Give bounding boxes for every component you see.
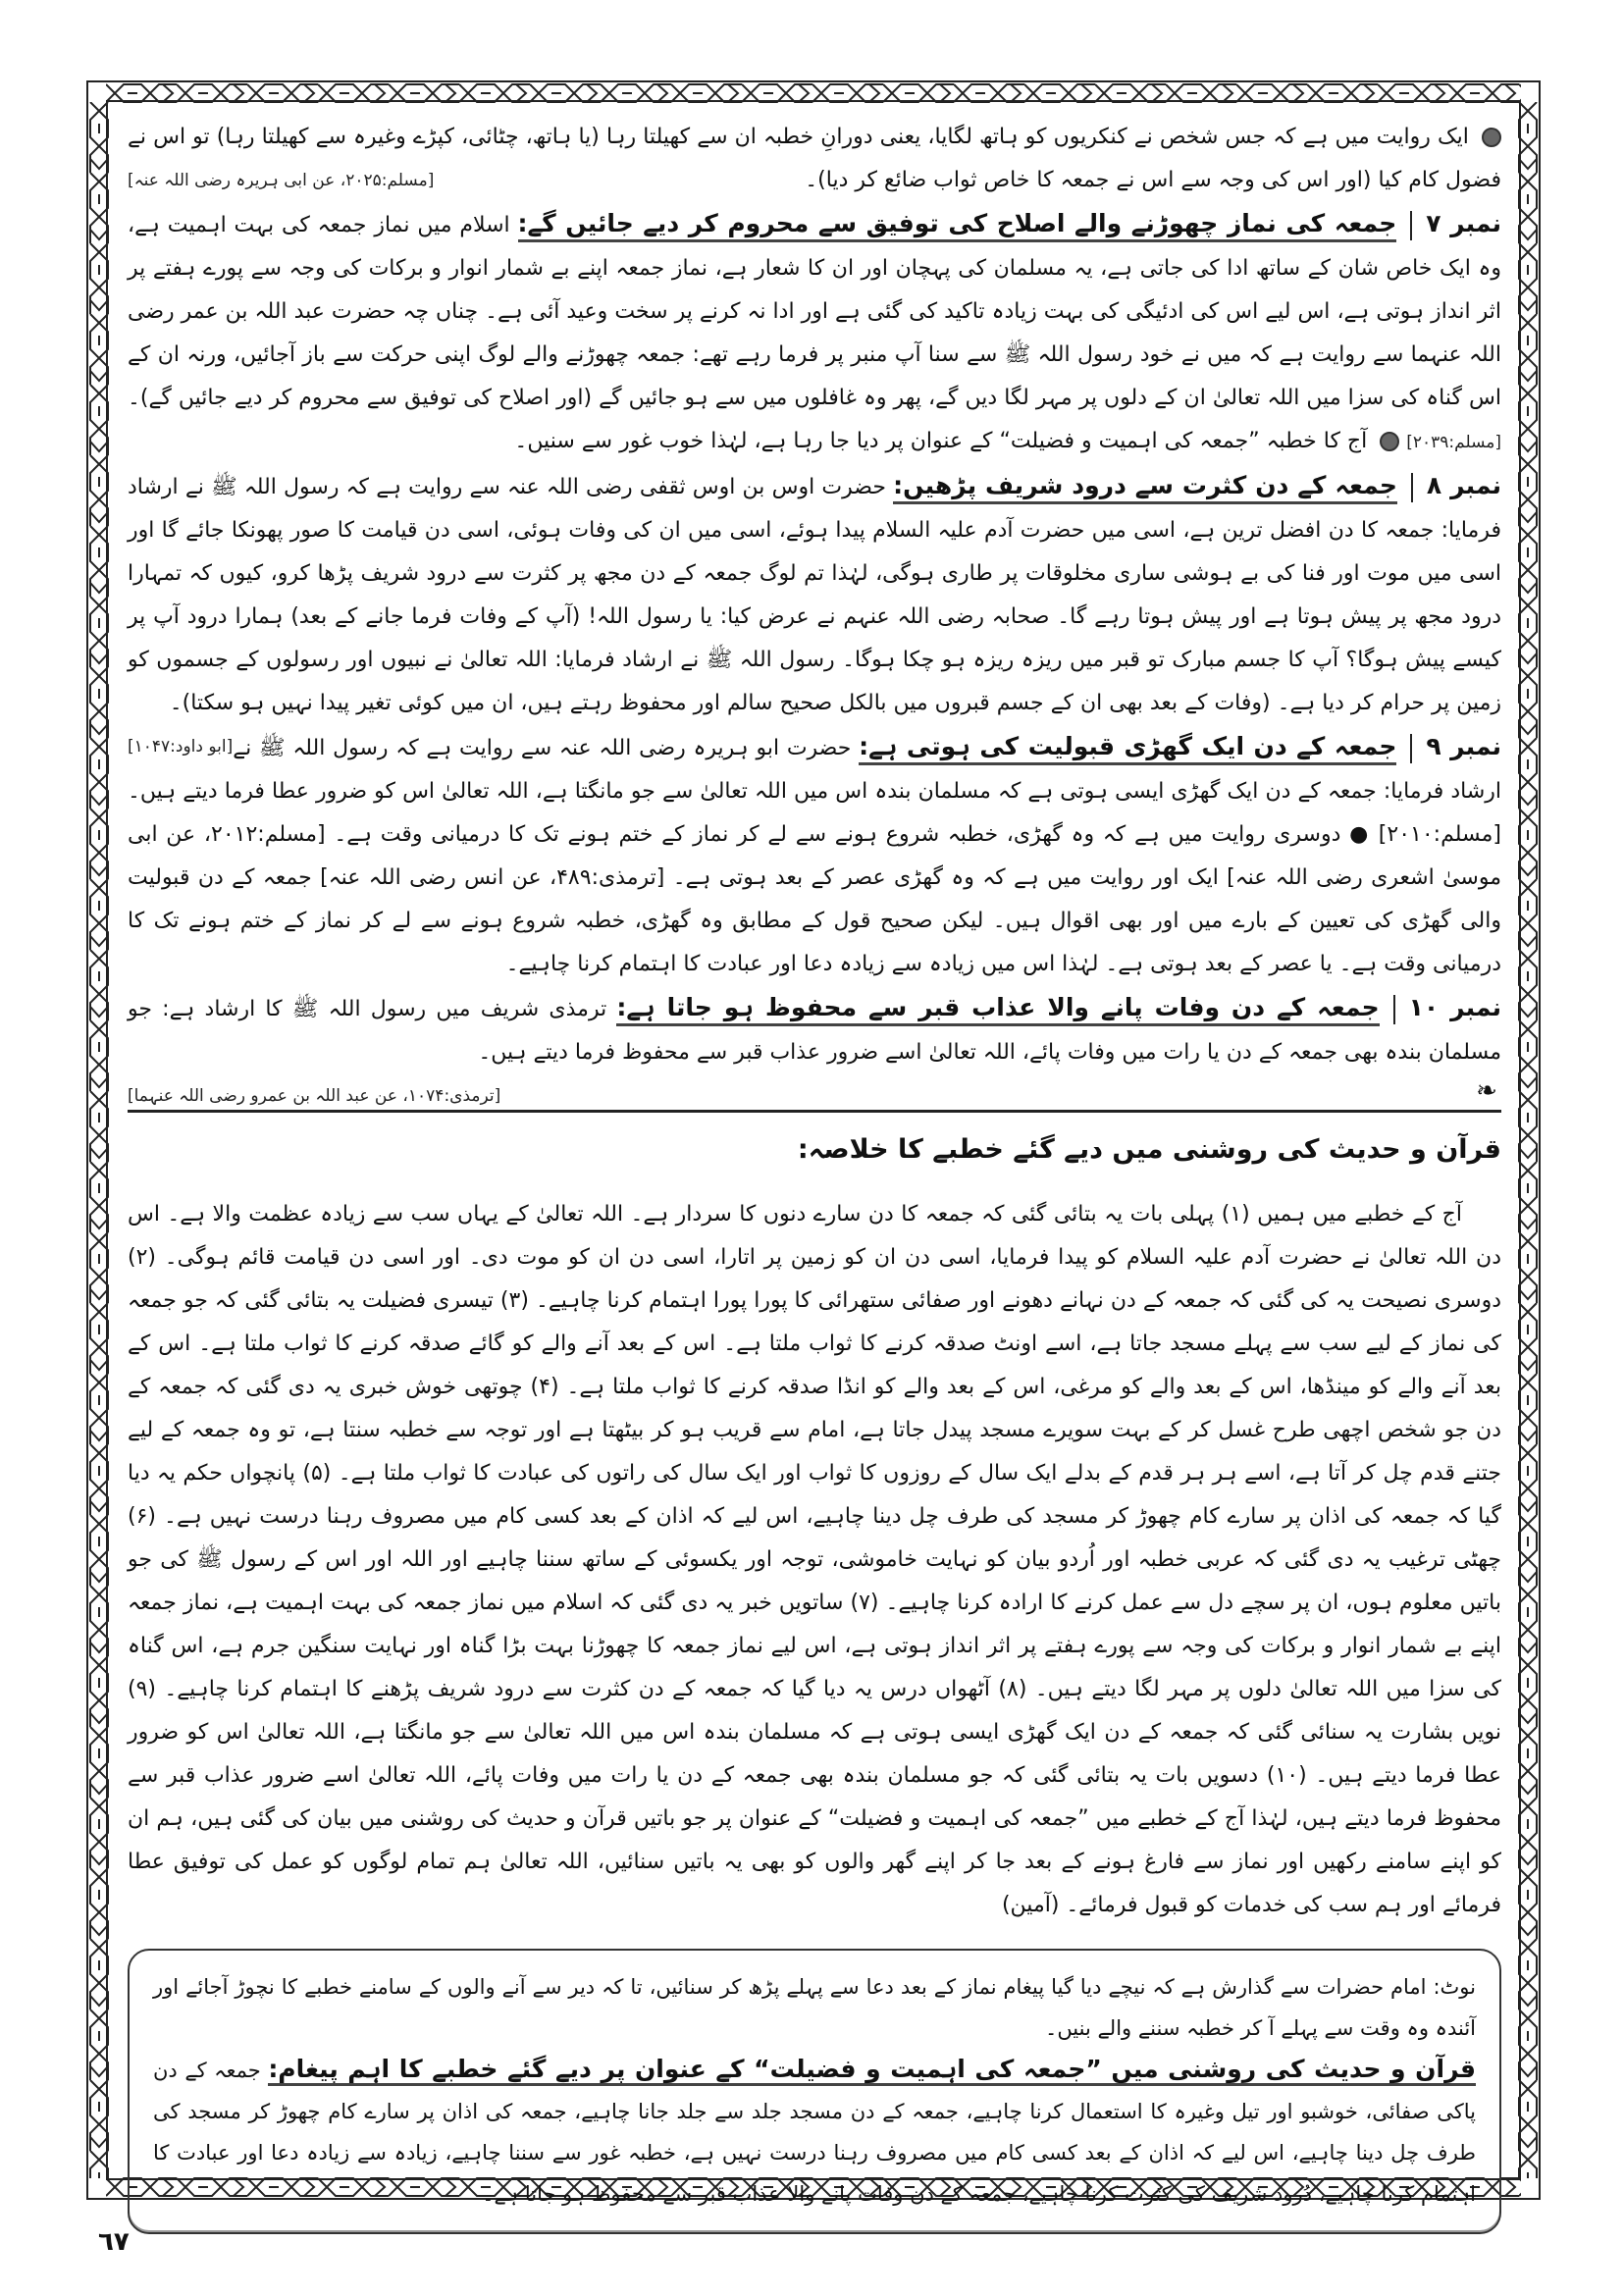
ornamental-border-right bbox=[1517, 102, 1539, 2178]
summary-title: قرآن و حدیث کی روشنی میں دیے گئے خطبے کا خلاصہ: bbox=[797, 1134, 1501, 1165]
page-number: ٦٧ bbox=[98, 2227, 130, 2257]
section-divider bbox=[128, 1076, 1501, 1113]
section-heading: جمعہ کے دن ایک گھڑی قبولیت کی ہوتی ہے: bbox=[859, 732, 1396, 765]
ornamental-border-left bbox=[88, 102, 110, 2178]
section-reference: [ترمذی:۱۰۷۴، عن عبد اللہ بن عمرو رضی اللہ عنہما] bbox=[128, 1086, 501, 1106]
note-box bbox=[128, 1949, 1501, 2234]
vertical-separator bbox=[1410, 734, 1412, 763]
intro-text: ایک روایت میں ہے کہ جس شخص نے کنکریوں کو ہاتھ لگایا، یعنی دورانِ خطبہ ان سے کھیلتا رہا (یا ہاتھ، چٹائی، کپڑے وغیرہ سے کھیلتا رہا) تو اس نے فضول کام کیا (اور اس کی وجہ سے اس نے جمعہ کا خاص ثواب ضائع کر دیا)۔ bbox=[128, 125, 1501, 192]
filled-circle-bullet-icon bbox=[1380, 432, 1399, 451]
section-tail: آج کا خطبہ ”جمعہ کی اہمیت و فضیلت“ کے عنوان پر دیا جا رہا ہے، لہٰذا خوب غور سے سنیں۔ bbox=[514, 429, 1368, 453]
section-reference: [مسلم:۲۰۳۹] bbox=[1406, 433, 1501, 452]
section-heading: جمعہ کی نماز چھوڑنے والے اصلاح کی توفیق سے محروم کر دیے جائیں گے: bbox=[518, 209, 1397, 242]
ornamental-border-top bbox=[106, 82, 1521, 104]
summary-text: آج کے خطبے میں ہمیں (۱) پہلی بات یہ بتائی گئی کہ جمعہ کا دن سارے دنوں کا سردار ہے۔ اللہ تعالیٰ کے یہاں سب سے زیادہ عظمت والا ہے۔ اس دن اللہ تعالیٰ نے حضرت آدم علیہ السلام کو پیدا فرمایا، اسی دن ان کو زمین پر اتارا، اسی دن ان کو موت دی۔ اور اسی دن قیامت قائم ہوگی۔ (۲) دوسری نصیحت یہ کی گئی کہ جمعہ کے دن نہانے دھونے اور صفائی ستھرائی کا پورا پورا اہتمام کرنا چاہیے۔ (۳) تیسری فضیلت یہ بتائی گئی کہ جو جمعہ کی نماز کے لیے سب سے پہلے مسجد جاتا ہے، اسے اونٹ صدقہ کرنے کا ثواب ملتا ہے۔ اس کے بعد آنے والے کو گائے صدقہ کرنے کا ثواب ملتا ہے۔ اس کے بعد آنے والے کو مینڈھا، اس کے بعد والے کو مرغی، اس کے بعد والے کو انڈا صدقہ کرنے کا ثواب ملتا ہے۔ (۴) چوتھی خوش خبری یہ دی گئی کہ جمعہ کے دن جو شخص اچھی طرح غسل کر کے بہت سویرے مسجد پیدل جاتا ہے، امام سے قریب ہو کر بیٹھتا ہے اور توجہ سے خطبہ سنتا ہے، تو وہ جمعہ کے لیے جتنے قدم چل کر آتا ہے، اسے ہر ہر قدم کے بدلے ایک سال کے روزوں کا ثواب اور ایک سال کی راتوں کی عبادت کا ثواب ملتا ہے۔ (۵) پانچواں حکم یہ دیا گیا کہ جمعہ کی اذان پر سارے کام چھوڑ کر مسجد کی طرف چل دینا چاہیے، اس لیے کہ اذان کے بعد کسی کام میں مصروف رہنا درست نہیں ہے۔ (۶) چھٹی ترغیب یہ دی گئی کہ عربی خطبہ اور اُردو بیان کو نہایت خاموشی، توجہ اور یکسوئی کے ساتھ سننا چاہیے اور اللہ اور اس کے رسول ﷺ کی جو باتیں معلوم ہوں، ان پر سچے دل سے عمل کرنے کا ارادہ کرنا چاہیے۔ (۷) ساتویں خبر یہ دی گئی کہ اسلام میں نماز جمعہ کی بہت اہمیت ہے، نماز جمعہ اپنے بے شمار انوار و برکات کی وجہ سے پورے ہفتے پر اثر انداز ہوتی ہے، اس لیے نماز جمعہ کا چھوڑنا بہت بڑا گناہ اور نہایت سنگین جرم ہے، اس گناہ کی سزا میں اللہ تعالیٰ دلوں پر مہر لگا دیتے ہیں۔ (۸) آٹھواں درس یہ دیا گیا کہ جمعہ کے دن کثرت سے درود شریف پڑھنے کا اہتمام کرنا چاہیے۔ (۹) نویں بشارت یہ سنائی گئی کہ جمعہ کے دن ایک گھڑی ایسی ہوتی ہے کہ مسلمان بندہ اس میں اللہ تعالیٰ سے جو مانگتا ہے، اللہ تعالیٰ اس کو ضرور عطا فرما دیتے ہیں۔ (۱۰) دسویں بات یہ بتائی گئی کہ جو مسلمان بندہ بھی جمعہ کے دن یا رات میں وفات پائے، اللہ تعالیٰ اسے ضرور عذاب قبر سے محفوظ فرما دیتے ہیں، لہٰذا آج کے خطبے میں ”جمعہ کی اہمیت و فضیلت“ کے عنوان پر جو باتیں قرآن و حدیث کی روشنی میں بیان کی گئی ہیں، ہم ان کو اپنے سامنے رکھیں اور نماز سے فارغ ہونے کے بعد جا کر اپنے گھر والوں کو بھی یہ باتیں سنائیں، اللہ تعالیٰ ہم تمام لوگوں کو عمل کی توفیق عطا فرمائے اور ہم سب کی خدمات کو قبول فرمائے۔ (آمین) bbox=[128, 1202, 1501, 1917]
section-9 bbox=[128, 725, 1501, 986]
section-body: حضرت اوس بن اوس ثقفی رضی اللہ عنہ سے روایت ہے کہ رسول اللہ ﷺ نے ارشاد فرمایا: جمعہ کا دن افضل ترین ہے، اسی میں حضرت آدم علیہ السلام پیدا ہوئے، اسی میں ان کی وفات ہوئی، اسی دن قیامت کا صور پھونکا جائے گا اور اسی میں موت اور فنا کی بے ہوشی ساری مخلوقات پر طاری ہوگی، لہٰذا تم لوگ جمعہ کے دن مجھ پر کثرت سے درود شریف پڑھا کرو، کیوں کہ تمہارا درود مجھ پر پیش ہوتا ہے اور پیش ہوتا رہے گا۔ صحابہ رضی اللہ عنہم نے عرض کیا: یا رسول اللہ! (آپ کے وفات فرما جانے کے بعد) ہمارا درود آپ پر کیسے پیش ہوگا؟ آپ کا جسم مبارک تو قبر میں ریزہ ریزہ ہو چکا ہوگا۔ رسول اللہ ﷺ نے ارشاد فرمایا: اللہ تعالیٰ نے نبیوں اور رسولوں کے جسموں کو زمین پر حرام کر دیا ہے۔ (وفات کے بعد بھی ان کے جسم قبروں میں بالکل صحیح سالم اور محفوظ رہتے ہیں، ان میں کوئی تغیر پیدا نہیں ہو سکتا)۔ bbox=[128, 475, 1501, 715]
section-number: نمبر ۸ bbox=[1426, 471, 1501, 499]
page-content bbox=[128, 116, 1501, 2234]
vertical-separator bbox=[1410, 211, 1412, 240]
section-7 bbox=[128, 202, 1501, 464]
filled-circle-bullet-icon bbox=[1482, 128, 1501, 147]
section-reference: [ابو داود:۱۰۴۷] bbox=[128, 737, 234, 757]
section-number: نمبر ۷ bbox=[1426, 209, 1502, 237]
vertical-separator bbox=[1411, 473, 1413, 502]
imam-note: نوٹ: امام حضرات سے گذارش ہے کہ نیچے دیا گیا پیغام نماز کے بعد دعا سے پہلے پڑھ کر سنائیں، تا کہ دیر سے آنے والوں کے سامنے خطبے کا نچوڑ آجائے اور آئندہ وہ وقت سے پہلے آ کر خطبہ سننے والے بنیں۔ bbox=[153, 1975, 1476, 2040]
section-number: نمبر ۱۰ bbox=[1408, 993, 1501, 1021]
intro-paragraph bbox=[128, 116, 1501, 202]
message-heading: قرآن و حدیث کی روشنی میں ”جمعہ کی اہمیت و فضیلت“ کے عنوان پر دیے گئے خطبے کا اہم پیغام: bbox=[268, 2055, 1476, 2086]
swirl-ornament-icon: ❧ bbox=[1476, 1076, 1497, 1106]
section-heading: جمعہ کے دن کثرت سے درود شریف پڑھیں: bbox=[893, 471, 1397, 504]
intro-reference: [مسلم:۲۰۲۵، عن ابی ہریرہ رضی اللہ عنہ] bbox=[128, 171, 435, 190]
section-body: اسلام میں نماز جمعہ کی بہت اہمیت ہے، وہ ایک خاص شان کے ساتھ ادا کی جاتی ہے، یہ مسلمان کی پہچان اور ان کا شعار ہے، نماز جمعہ اپنے بے شمار انوار و برکات کی وجہ سے پورے ہفتے پر اثر انداز ہوتی ہے، اس لیے اس کی ادئیگی کی بہت زیادہ تاکید کی گئی ہے اور ادا نہ کرنے پر سخت وعید آئی ہے۔ چناں چہ حضرت عبد اللہ بن عمر رضی اللہ عنہما سے روایت ہے کہ میں نے خود رسول اللہ ﷺ سے سنا آپ منبر پر فرما رہے تھے: جمعہ چھوڑنے والے لوگ اپنی حرکت سے باز آجائیں، ورنہ ان کے اس گناہ کی سزا میں اللہ تعالیٰ ان کے دلوں پر مہر لگا دیں گے، پھر وہ غافلوں میں سے ہو جائیں گے (اور اصلاح کی توفیق سے محروم کر دیے جائیں گے)۔ bbox=[128, 213, 1501, 410]
section-body: ترمذی شریف میں رسول اللہ ﷺ کا ارشاد ہے: جو مسلمان بندہ بھی جمعہ کے دن یا رات میں وفات پائے، اللہ تعالیٰ اسے ضرور عذاب قبر سے محفوظ فرما دیتے ہیں۔ bbox=[128, 997, 1501, 1065]
message-body: جمعہ کے دن پاکی صفائی، خوشبو اور تیل وغیرہ کا استعمال کرنا چاہیے، جمعہ کے دن مسجد جلد سے جلد جانا چاہیے، جمعہ کی اذان پر سارے کام چھوڑ کر مسجد کی طرف چل دینا چاہیے، اس لیے کہ اذان کے بعد کسی کام میں مصروف رہنا درست نہیں ہے، خطبہ غور سے سننا چاہیے، زیادہ سے زیادہ دعا اور عبادت کا اہتمام کرنا چاہیے، دُرود شریف کی کثرت کرنا چاہیے، جمعہ کے دن وفات پانے والا عذاب قبر سے محفوظ ہو جاتا ہے۔ bbox=[153, 2059, 1476, 2206]
vertical-separator bbox=[1393, 995, 1395, 1024]
section-10 bbox=[128, 986, 1501, 1106]
section-body: حضرت ابو ہریرہ رضی اللہ عنہ سے روایت ہے کہ رسول اللہ ﷺ نے ارشاد فرمایا: جمعہ کے دن ایک گھڑی ایسی ہوتی ہے کہ مسلمان بندہ اس میں اللہ تعالیٰ سے جو مانگتا ہے، اللہ تعالیٰ اس کو ضرور عطا فرما دیتے ہیں۔ [مسلم:۲۰۱۰] ● دوسری روایت میں ہے کہ وہ گھڑی، خطبہ شروع ہونے سے لے کر نماز کے ختم ہونے تک کا درمیانی وقت ہے۔ [مسلم:۲۰۱۲، عن ابی موسیٰ اشعری رضی اللہ عنہ] ایک اور روایت میں ہے کہ وہ گھڑی عصر کے بعد ہوتی ہے۔ [ترمذی:۴۸۹، عن انس رضی اللہ عنہ] جمعہ کے دن قبولیت والی گھڑی کی تعیین کے بارے میں اور بھی اقوال ہیں۔ لیکن صحیح قول کے مطابق وہ گھڑی، خطبہ شروع ہونے سے لے کر نماز کے ختم ہونے تک کا درمیانی وقت ہے۔ یا عصر کے بعد ہوتی ہے۔ لہٰذا اس میں زیادہ سے زیادہ دعا اور عبادت کا اہتمام کرنا چاہیے۔ bbox=[128, 736, 1501, 976]
section-heading: جمعہ کے دن وفات پانے والا عذاب قبر سے محفوظ ہو جاتا ہے: bbox=[616, 993, 1379, 1026]
section-number: نمبر ۹ bbox=[1426, 732, 1501, 760]
